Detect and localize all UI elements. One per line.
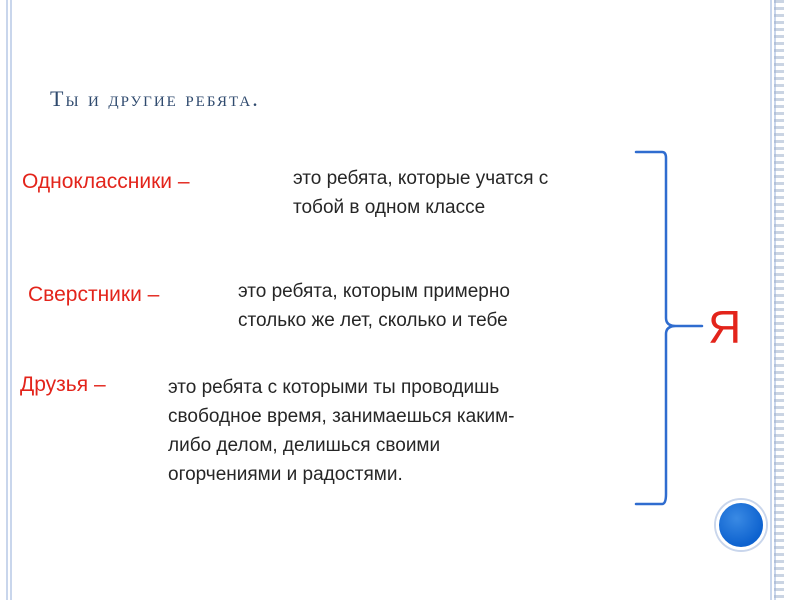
center-letter: Я: [708, 301, 742, 353]
curly-brace-icon: [630, 148, 710, 508]
definition-line: огорчениями и радостями.: [168, 464, 403, 485]
left-border-line-inner: [10, 0, 12, 600]
definition-friends: [168, 373, 515, 489]
term-peers: Сверстники –: [28, 283, 160, 306]
slide-title: Ты и другие ребята.: [50, 86, 260, 111]
definition-line: свободное время, занимаешься каким-: [168, 406, 515, 427]
definition-line: это ребята, которые учатся с: [293, 168, 549, 189]
definition-line: это ребята с которыми ты проводишь: [168, 377, 500, 398]
definition-line: это ребята, которым примерно: [238, 281, 510, 302]
definition-line: тобой в одном классе: [293, 197, 486, 218]
definition-peers: [238, 277, 510, 335]
term-friends: Друзья –: [20, 373, 106, 396]
term-classmates: Одноклассники –: [22, 170, 190, 193]
definition-line: столько же лет, сколько и тебе: [238, 310, 508, 331]
definition-line: либо делом, делишься своими: [168, 435, 441, 456]
blue-circle-icon: [716, 500, 766, 550]
right-dotted-strip: [774, 0, 784, 600]
right-border-line: [770, 0, 772, 600]
left-border-line: [6, 0, 8, 600]
definition-classmates: [293, 164, 548, 222]
